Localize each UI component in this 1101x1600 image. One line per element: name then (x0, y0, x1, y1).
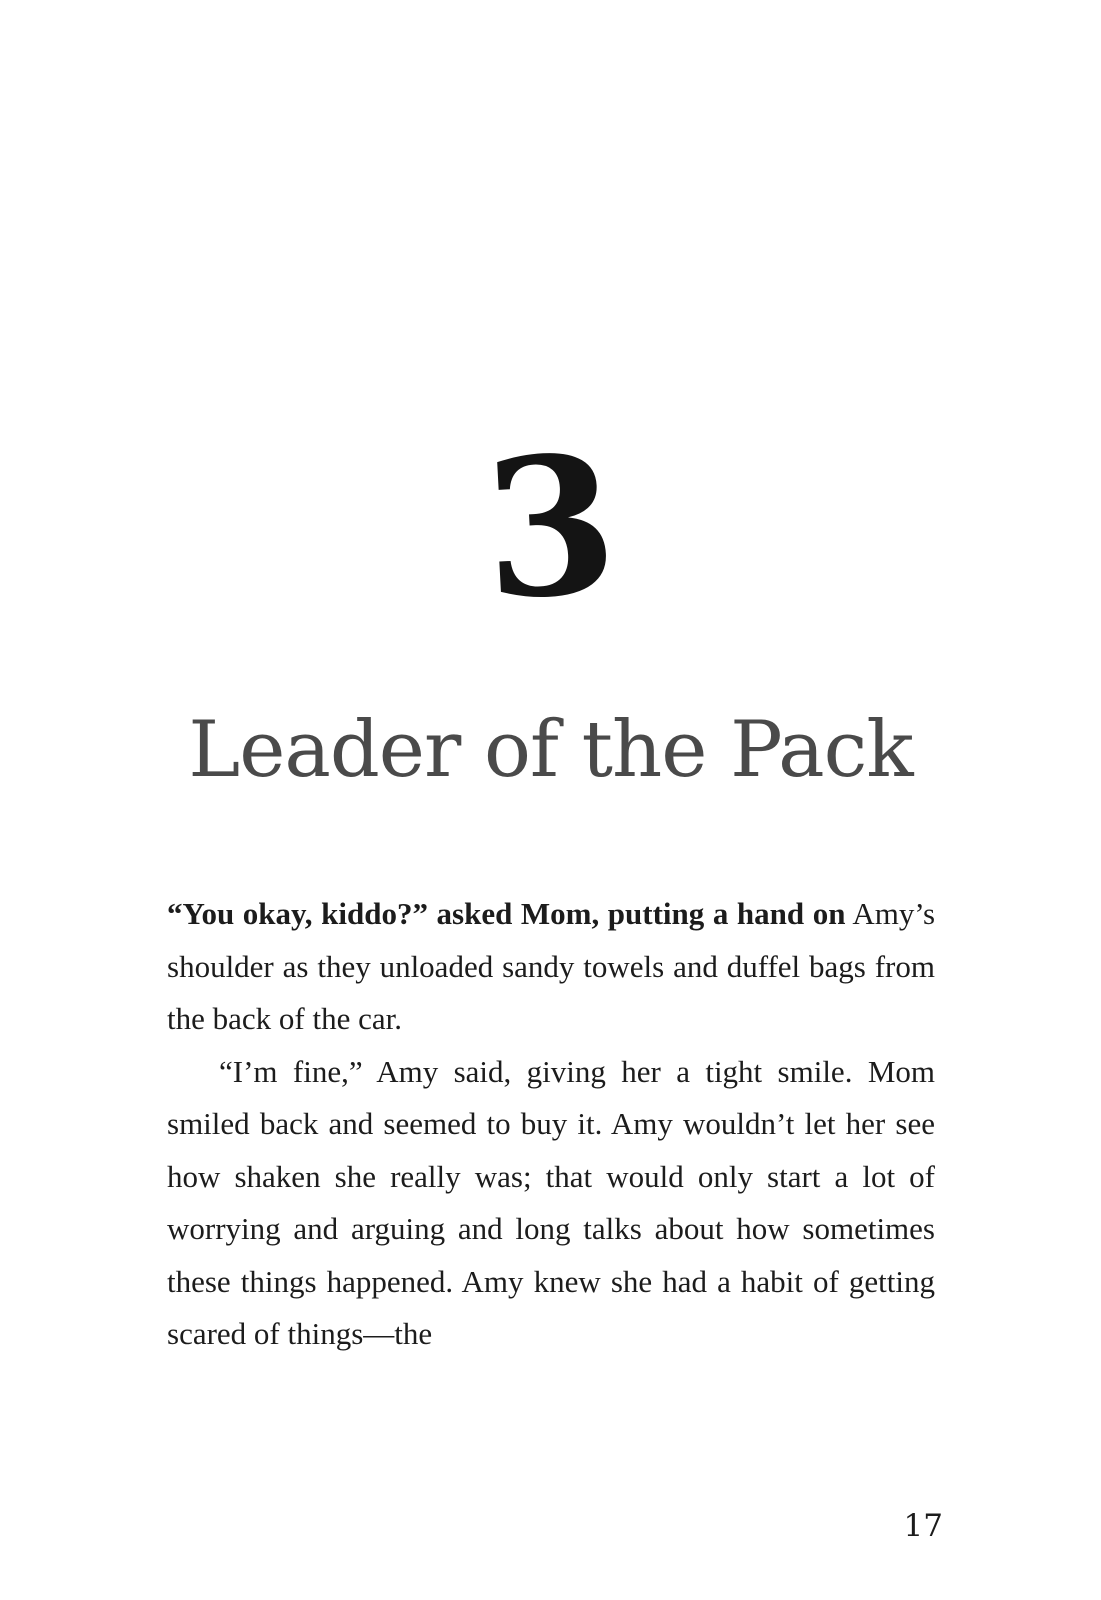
paragraph-1-lead: “You okay, kiddo?” asked Mom, putting a hand on (167, 896, 846, 931)
body-text (167, 888, 935, 1361)
page-number: 17 (903, 1508, 943, 1544)
paragraph-1 (167, 888, 935, 1046)
paragraph-1-text: Amy’s shoulder as they unloaded sandy towels and duffel bags from the back of the car. (167, 896, 936, 1036)
paragraph-2-text: “I’m fine,” Amy said, giving her a tight smile. Mom smiled back and seemed to buy it. Amy wouldn’t let her see how shaken she really was; that would only start a lot of worrying and arguing and long talks about how sometimes these things happened. Amy knew she had a habit of getting scared of things—the (167, 1053, 935, 1351)
chapter-title: Leader of the Pack (188, 705, 913, 795)
paragraph-2 (167, 1046, 935, 1361)
chapter-number: 3 (478, 412, 623, 643)
